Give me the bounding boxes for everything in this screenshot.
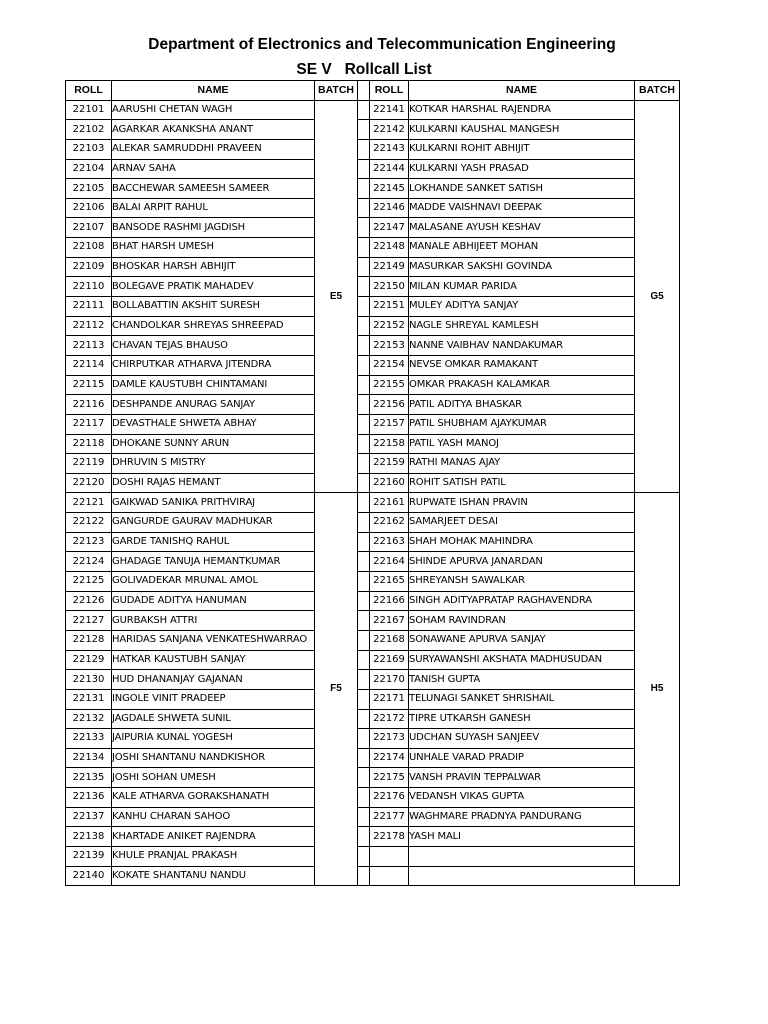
student-name-cell: UNHALE VARAD PRADIP [409,748,635,768]
table-row [66,297,680,317]
student-name-cell: CHANDOLKAR SHREYAS SHREEPAD [112,316,315,336]
roll-number-cell: 22174 [370,748,409,768]
student-name-cell [409,866,635,886]
table-row [66,630,680,650]
roll-number-cell: 22176 [370,788,409,808]
student-name-cell: OMKAR PRAKASH KALAMKAR [409,375,635,395]
student-name-cell: SONAWANE APURVA SANJAY [409,630,635,650]
roll-number-cell: 22171 [370,689,409,709]
column-gap [358,81,370,101]
roll-number-cell: 22149 [370,257,409,277]
column-gap [358,729,370,749]
header-batch-left: BATCH [315,81,358,101]
column-gap [358,552,370,572]
student-name-cell: ALEKAR SAMRUDDHI PRAVEEN [112,139,315,159]
table-row [66,218,680,238]
column-gap [358,395,370,415]
column-gap [358,748,370,768]
column-gap [358,414,370,434]
column-gap [358,159,370,179]
student-name-cell: CHIRPUTKAR ATHARVA JITENDRA [112,355,315,375]
roll-number-cell: 22147 [370,218,409,238]
student-name-cell: KHARTADE ANIKET RAJENDRA [112,827,315,847]
roll-number-cell: 22113 [66,336,112,356]
column-gap [358,846,370,866]
student-name-cell: GAIKWAD SANIKA PRITHVIRAJ [112,493,315,513]
student-name-cell: GOLIVADEKAR MRUNAL AMOL [112,572,315,592]
roll-number-cell: 22133 [66,729,112,749]
roll-number-cell: 22121 [66,493,112,513]
roll-number-cell: 22111 [66,297,112,317]
student-name-cell: SOHAM RAVINDRAN [409,611,635,631]
roll-number-cell: 22103 [66,139,112,159]
table-row [66,768,680,788]
roll-number-cell: 22128 [66,630,112,650]
column-gap [358,591,370,611]
student-name-cell: NAGLE SHREYAL KAMLESH [409,316,635,336]
roll-number-cell [370,846,409,866]
student-name-cell: DOSHI RAJAS HEMANT [112,473,315,493]
roll-number-cell: 22118 [66,434,112,454]
table-row [66,277,680,297]
roll-number-cell: 22136 [66,788,112,808]
batch-cell: H5 [635,493,680,886]
table-row [66,316,680,336]
roll-number-cell: 22138 [66,827,112,847]
roll-number-cell: 22160 [370,473,409,493]
student-name-cell [409,846,635,866]
student-name-cell: SHINDE APURVA JANARDAN [409,552,635,572]
student-name-cell: KOKATE SHANTANU NANDU [112,866,315,886]
table-row [66,572,680,592]
student-name-cell: SURYAWANSHI AKSHATA MADHUSUDAN [409,650,635,670]
roll-number-cell: 22132 [66,709,112,729]
roll-number-cell: 22155 [370,375,409,395]
table-row [66,513,680,533]
roll-number-cell: 22122 [66,513,112,533]
student-name-cell: RUPWATE ISHAN PRAVIN [409,493,635,513]
table-row [66,532,680,552]
roll-number-cell: 22151 [370,297,409,317]
table-row [66,729,680,749]
column-gap [358,493,370,513]
page-title: Department of Electronics and Telecommunication Engineering [148,36,616,53]
table-row [66,120,680,140]
student-name-cell: PATIL SHUBHAM AJAYKUMAR [409,414,635,434]
roll-number-cell: 22114 [66,355,112,375]
student-name-cell: GHADAGE TANUJA HEMANTKUMAR [112,552,315,572]
column-gap [358,709,370,729]
table-row [66,689,680,709]
table-row [66,434,680,454]
header-batch-right: BATCH [635,81,680,101]
roll-number-cell: 22105 [66,179,112,199]
student-name-cell: JAGDALE SHWETA SUNIL [112,709,315,729]
roll-number-cell: 22104 [66,159,112,179]
column-gap [358,257,370,277]
student-name-cell: BHOSKAR HARSH ABHIJIT [112,257,315,277]
roll-number-cell: 22146 [370,198,409,218]
header-roll-right: ROLL [370,81,409,101]
roll-number-cell: 22116 [66,395,112,415]
student-name-cell: HATKAR KAUSTUBH SANJAY [112,650,315,670]
column-gap [358,827,370,847]
student-name-cell: SHREYANSH SAWALKAR [409,572,635,592]
student-name-cell: KANHU CHARAN SAHOO [112,807,315,827]
roll-number-cell: 22112 [66,316,112,336]
roll-number-cell: 22157 [370,414,409,434]
roll-number-cell: 22148 [370,238,409,258]
student-name-cell: TIPRE UTKARSH GANESH [409,709,635,729]
roll-number-cell: 22159 [370,454,409,474]
roll-number-cell: 22101 [66,100,112,120]
column-gap [358,572,370,592]
column-gap [358,611,370,631]
table-row [66,493,680,513]
column-gap [358,100,370,120]
roll-number-cell: 22117 [66,414,112,434]
table-row [66,670,680,690]
student-name-cell: PATIL YASH MANOJ [409,434,635,454]
roll-number-cell: 22170 [370,670,409,690]
student-name-cell: KALE ATHARVA GORAKSHANATH [112,788,315,808]
roll-number-cell [370,866,409,886]
student-name-cell: WAGHMARE PRADNYA PANDURANG [409,807,635,827]
table-row [66,807,680,827]
student-name-cell: JAIPURIA KUNAL YOGESH [112,729,315,749]
table-row [66,139,680,159]
column-gap [358,473,370,493]
roll-number-cell: 22125 [66,572,112,592]
roll-number-cell: 22144 [370,159,409,179]
column-gap [358,630,370,650]
batch-cell: G5 [635,100,680,493]
roll-number-cell: 22120 [66,473,112,493]
roll-number-cell: 22140 [66,866,112,886]
student-name-cell: DAMLE KAUSTUBH CHINTAMANI [112,375,315,395]
column-gap [358,513,370,533]
table-row [66,238,680,258]
roll-number-cell: 22162 [370,513,409,533]
student-name-cell: JOSHI SOHAN UMESH [112,768,315,788]
table-row [66,552,680,572]
roll-number-cell: 22135 [66,768,112,788]
table-row [66,748,680,768]
column-gap [358,139,370,159]
roll-number-cell: 22127 [66,611,112,631]
student-name-cell: TELUNAGI SANKET SHRISHAIL [409,689,635,709]
table-row [66,257,680,277]
column-gap [358,336,370,356]
roll-number-cell: 22158 [370,434,409,454]
column-gap [358,788,370,808]
student-name-cell: MASURKAR SAKSHI GOVINDA [409,257,635,277]
student-name-cell: AARUSHI CHETAN WAGH [112,100,315,120]
column-gap [358,179,370,199]
table-row [66,355,680,375]
roll-number-cell: 22166 [370,591,409,611]
table-row [66,375,680,395]
student-name-cell: BOLEGAVE PRATIK MAHADEV [112,277,315,297]
student-name-cell: ROHIT SATISH PATIL [409,473,635,493]
student-name-cell: DESHPANDE ANURAG SANJAY [112,395,315,415]
column-gap [358,297,370,317]
roll-number-cell: 22172 [370,709,409,729]
column-gap [358,650,370,670]
rollcall-table [65,80,680,886]
roll-number-cell: 22106 [66,198,112,218]
column-gap [358,768,370,788]
roll-number-cell: 22110 [66,277,112,297]
roll-number-cell: 22178 [370,827,409,847]
column-gap [358,316,370,336]
roll-number-cell: 22153 [370,336,409,356]
student-name-cell: BHAT HARSH UMESH [112,238,315,258]
roll-number-cell: 22123 [66,532,112,552]
student-name-cell: VANSH PRAVIN TEPPALWAR [409,768,635,788]
roll-number-cell: 22163 [370,532,409,552]
student-name-cell: UDCHAN SUYASH SANJEEV [409,729,635,749]
roll-number-cell: 22164 [370,552,409,572]
student-name-cell: CHAVAN TEJAS BHAUSO [112,336,315,356]
roll-number-cell: 22142 [370,120,409,140]
student-name-cell: BANSODE RASHMI JAGDISH [112,218,315,238]
header-name-right: NAME [409,81,635,101]
roll-number-cell: 22134 [66,748,112,768]
column-gap [358,218,370,238]
column-gap [358,198,370,218]
table-row [66,198,680,218]
table-row [66,473,680,493]
column-gap [358,375,370,395]
roll-number-cell: 22124 [66,552,112,572]
student-name-cell: MANALE ABHIJEET MOHAN [409,238,635,258]
student-name-cell: DHOKANE SUNNY ARUN [112,434,315,454]
table-row [66,611,680,631]
student-name-cell: MADDE VAISHNAVI DEEPAK [409,198,635,218]
table-row [66,827,680,847]
table-row [66,591,680,611]
student-name-cell: SHAH MOHAK MAHINDRA [409,532,635,552]
table-row [66,454,680,474]
roll-number-cell: 22141 [370,100,409,120]
roll-number-cell: 22115 [66,375,112,395]
rollcall-body [66,100,680,886]
table-row [66,788,680,808]
column-gap [358,866,370,886]
student-name-cell: PATIL ADITYA BHASKAR [409,395,635,415]
roll-number-cell: 22161 [370,493,409,513]
header-name-left: NAME [112,81,315,101]
roll-number-cell: 22126 [66,591,112,611]
student-name-cell: GARDE TANISHQ RAHUL [112,532,315,552]
column-gap [358,532,370,552]
column-gap [358,670,370,690]
student-name-cell: BACCHEWAR SAMEESH SAMEER [112,179,315,199]
column-gap [358,807,370,827]
roll-number-cell: 22102 [66,120,112,140]
table-row [66,179,680,199]
student-name-cell: KULKARNI KAUSHAL MANGESH [409,120,635,140]
student-name-cell: LOKHANDE SANKET SATISH [409,179,635,199]
roll-number-cell: 22137 [66,807,112,827]
student-name-cell: KHULE PRANJAL PRAKASH [112,846,315,866]
roll-number-cell: 22168 [370,630,409,650]
student-name-cell: INGOLE VINIT PRADEEP [112,689,315,709]
student-name-cell: VEDANSH VIKAS GUPTA [409,788,635,808]
header-roll-left: ROLL [66,81,112,101]
roll-number-cell: 22165 [370,572,409,592]
table-row [66,709,680,729]
column-gap [358,355,370,375]
table-row [66,866,680,886]
roll-number-cell: 22169 [370,650,409,670]
student-name-cell: JOSHI SHANTANU NANDKISHOR [112,748,315,768]
student-name-cell: YASH MALI [409,827,635,847]
student-name-cell: GANGURDE GAURAV MADHUKAR [112,513,315,533]
roll-number-cell: 22154 [370,355,409,375]
roll-number-cell: 22152 [370,316,409,336]
column-gap [358,454,370,474]
roll-number-cell: 22173 [370,729,409,749]
student-name-cell: NEVSE OMKAR RAMAKANT [409,355,635,375]
student-name-cell: MILAN KUMAR PARIDA [409,277,635,297]
student-name-cell: NANNE VAIBHAV NANDAKUMAR [409,336,635,356]
student-name-cell: HUD DHANANJAY GAJANAN [112,670,315,690]
header-row [66,81,680,101]
roll-number-cell: 22108 [66,238,112,258]
student-name-cell: KULKARNI YASH PRASAD [409,159,635,179]
roll-number-cell: 22145 [370,179,409,199]
student-name-cell: AGARKAR AKANKSHA ANANT [112,120,315,140]
student-name-cell: BOLLABATTIN AKSHIT SURESH [112,297,315,317]
student-name-cell: TANISH GUPTA [409,670,635,690]
roll-number-cell: 22150 [370,277,409,297]
roll-number-cell: 22119 [66,454,112,474]
table-row [66,650,680,670]
student-name-cell: MULEY ADITYA SANJAY [409,297,635,317]
roll-number-cell: 22175 [370,768,409,788]
roll-number-cell: 22177 [370,807,409,827]
student-name-cell: SINGH ADITYAPRATAP RAGHAVENDRA [409,591,635,611]
student-name-cell: DHRUVIN S MISTRY [112,454,315,474]
student-name-cell: BALAI ARPIT RAHUL [112,198,315,218]
table-row [66,414,680,434]
student-name-cell: RATHI MANAS AJAY [409,454,635,474]
column-gap [358,277,370,297]
roll-number-cell: 22156 [370,395,409,415]
roll-number-cell: 22139 [66,846,112,866]
column-gap [358,120,370,140]
roll-number-cell: 22129 [66,650,112,670]
column-gap [358,689,370,709]
table-row [66,336,680,356]
column-gap [358,434,370,454]
page-subtitle: SE V Rollcall List [296,61,432,78]
table-row [66,846,680,866]
roll-number-cell: 22107 [66,218,112,238]
column-gap [358,238,370,258]
student-name-cell: GURBAKSH ATTRI [112,611,315,631]
student-name-cell: MALASANE AYUSH KESHAV [409,218,635,238]
student-name-cell: KULKARNI ROHIT ABHIJIT [409,139,635,159]
roll-number-cell: 22131 [66,689,112,709]
batch-cell: E5 [315,100,358,493]
batch-cell: F5 [315,493,358,886]
roll-number-cell: 22130 [66,670,112,690]
student-name-cell: ARNAV SAHA [112,159,315,179]
roll-number-cell: 22143 [370,139,409,159]
table-row [66,100,680,120]
student-name-cell: KOTKAR HARSHAL RAJENDRA [409,100,635,120]
roll-number-cell: 22167 [370,611,409,631]
table-row [66,395,680,415]
student-name-cell: GUDADE ADITYA HANUMAN [112,591,315,611]
student-name-cell: DEVASTHALE SHWETA ABHAY [112,414,315,434]
table-row [66,159,680,179]
roll-number-cell: 22109 [66,257,112,277]
student-name-cell: HARIDAS SANJANA VENKATESHWARRAO [112,630,315,650]
student-name-cell: SAMARJEET DESAI [409,513,635,533]
